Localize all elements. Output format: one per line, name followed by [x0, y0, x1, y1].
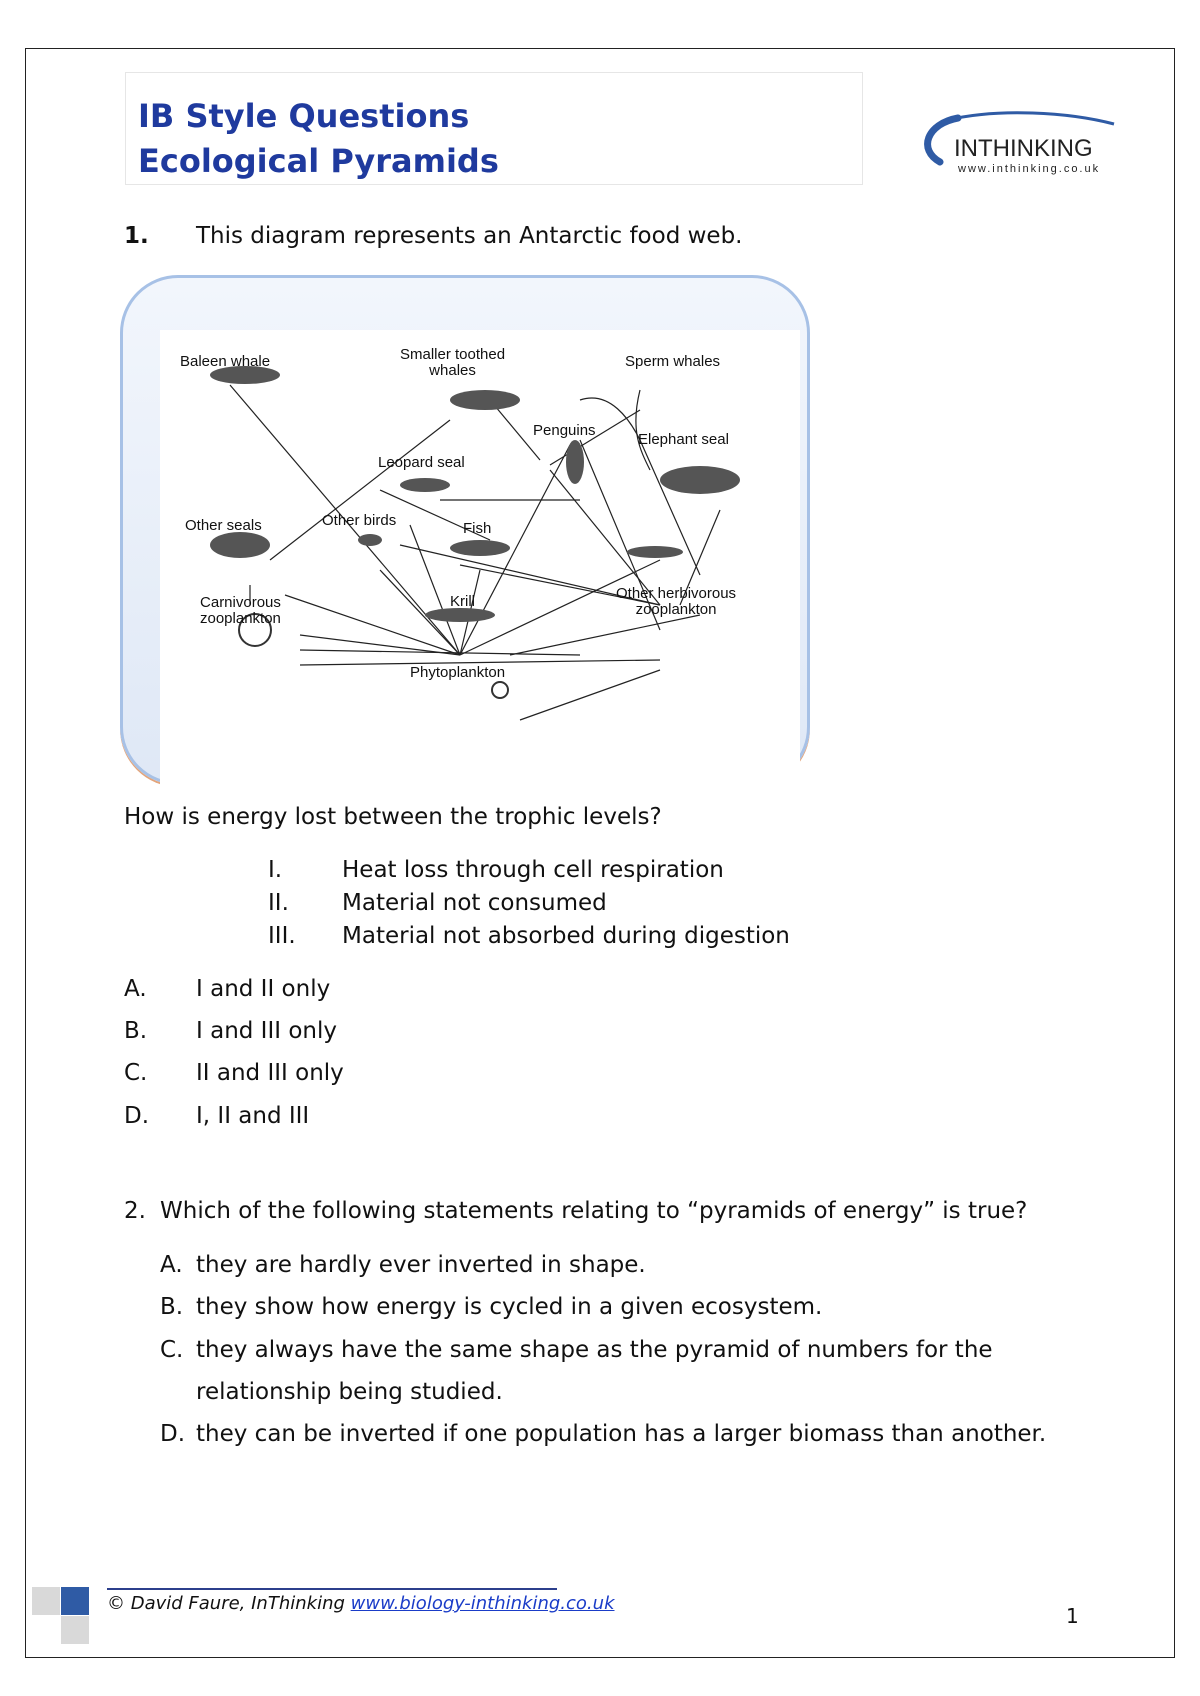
statement-roman: I. — [268, 857, 283, 883]
label-carnivorous: Carnivorous zooplankton — [200, 594, 281, 627]
inthinking-logo — [918, 110, 1118, 185]
footer-copyright: © David Faure, InThinking www.biology-inthinking.co.uk — [107, 1593, 615, 1614]
label-fish: Fish — [463, 520, 492, 537]
page-title — [138, 94, 499, 184]
footer-square — [32, 1587, 60, 1615]
label-elephant-seal: Elephant seal — [638, 431, 729, 448]
q2-option-text-continued: relationship being studied. — [196, 1379, 503, 1405]
logo-text: INTHINKING — [954, 135, 1093, 162]
statement-text: Material not absorbed during digestion — [342, 923, 790, 949]
food-web-figure — [160, 330, 800, 790]
q2-option-text: they show how energy is cycled in a given ecosystem. — [196, 1294, 823, 1320]
logo-url: www.inthinking.co.uk — [958, 163, 1101, 175]
q2-option-text: they always have the same shape as the pyramid of numbers for the — [196, 1337, 993, 1363]
statement-roman: II. — [268, 890, 289, 916]
title-line-2: Ecological Pyramids — [138, 142, 499, 180]
q2-prompt: Which of the following statements relating to “pyramids of energy” is true? — [160, 1198, 1028, 1224]
q2-option-letter: B. — [160, 1294, 184, 1320]
option-text: I and III only — [196, 1018, 337, 1044]
option-text: II and III only — [196, 1060, 344, 1086]
label-penguins: Penguins — [533, 422, 596, 439]
statement-roman: III. — [268, 923, 296, 949]
q2-option-letter: C. — [160, 1337, 184, 1363]
q2-option-text: they are hardly ever inverted in shape. — [196, 1252, 646, 1278]
label-phytoplankton: Phytoplankton — [410, 664, 506, 681]
statement-text: Heat loss through cell respiration — [342, 857, 724, 883]
q2-option-letter: D. — [160, 1421, 186, 1447]
q2-option-text: they can be inverted if one population has a larger biomass than another. — [196, 1421, 1047, 1447]
option-letter: D. — [124, 1103, 150, 1129]
option-text: I, II and III — [196, 1103, 310, 1129]
title-line-1: IB Style Questions — [138, 97, 470, 135]
label-other-seals: Other seals — [185, 517, 262, 534]
q2-number: 2. — [124, 1198, 146, 1224]
footer-link[interactable]: www.biology-inthinking.co.uk — [350, 1593, 615, 1614]
label-other-birds: Other birds — [322, 512, 397, 529]
option-text: I and II only — [196, 976, 331, 1002]
footer-square — [61, 1587, 89, 1615]
statement-text: Material not consumed — [342, 890, 607, 916]
q2-option-letter: A. — [160, 1252, 183, 1278]
option-letter: C. — [124, 1060, 148, 1086]
label-smaller-toothed: Smaller toothed whales — [400, 346, 506, 379]
footer-rule — [107, 1588, 557, 1590]
footer-square — [61, 1616, 89, 1644]
label-sperm-whales: Sperm whales — [625, 353, 721, 370]
label-krill: Krill — [450, 593, 475, 610]
page-number: 1 — [1066, 1604, 1079, 1628]
option-letter: B. — [124, 1018, 148, 1044]
option-letter: A. — [124, 976, 147, 1002]
q1-prompt: This diagram represents an Antarctic food web. — [196, 223, 743, 249]
q1-question: How is energy lost between the trophic levels? — [124, 804, 662, 830]
label-baleen-whale: Baleen whale — [180, 353, 271, 370]
label-leopard-seal: Leopard seal — [378, 454, 465, 471]
food-web-arrows — [160, 330, 800, 790]
q1-number: 1. — [124, 223, 149, 249]
label-other-herbivorous: Other herbivorous zooplankton — [616, 585, 737, 618]
